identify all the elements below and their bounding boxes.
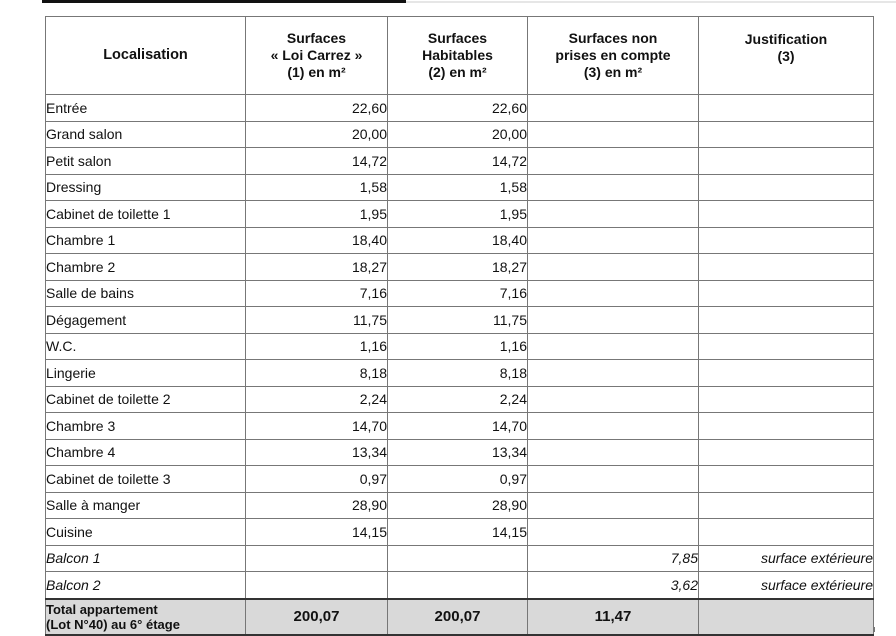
cell-carrez: 20,00 bbox=[246, 121, 388, 148]
cell-habitable bbox=[388, 545, 528, 572]
total-non-prise: 11,47 bbox=[528, 599, 699, 635]
cell-habitable: 1,58 bbox=[388, 174, 528, 201]
cell-habitable: 28,90 bbox=[388, 492, 528, 519]
cell-habitable: 2,24 bbox=[388, 386, 528, 413]
cell-non-prise bbox=[528, 121, 699, 148]
cell-non-prise bbox=[528, 227, 699, 254]
surfaces-table bbox=[45, 16, 874, 636]
table-row bbox=[46, 360, 874, 387]
cell-carrez: 1,58 bbox=[246, 174, 388, 201]
table-row bbox=[46, 254, 874, 281]
table-row bbox=[46, 121, 874, 148]
cell-habitable: 20,00 bbox=[388, 121, 528, 148]
cell-non-prise bbox=[528, 254, 699, 281]
cell-habitable: 14,70 bbox=[388, 413, 528, 440]
cell-non-prise bbox=[528, 519, 699, 546]
cell-localisation: Balcon 2 bbox=[46, 572, 246, 599]
cell-carrez: 22,60 bbox=[246, 95, 388, 122]
cell-non-prise bbox=[528, 307, 699, 334]
cell-carrez: 14,72 bbox=[246, 148, 388, 175]
cell-non-prise: 7,85 bbox=[528, 545, 699, 572]
cell-non-prise bbox=[528, 492, 699, 519]
header-loi-carrez: Surfaces « Loi Carrez » (1) en m² bbox=[246, 17, 388, 95]
table-continuation bbox=[45, 627, 875, 632]
cell-localisation: Salle à manger bbox=[46, 492, 246, 519]
cell-justification bbox=[699, 360, 874, 387]
cell-localisation: Balcon 1 bbox=[46, 545, 246, 572]
cell-non-prise bbox=[528, 413, 699, 440]
table-row bbox=[46, 466, 874, 493]
cell-justification bbox=[699, 280, 874, 307]
cell-habitable: 13,34 bbox=[388, 439, 528, 466]
table-row bbox=[46, 148, 874, 175]
cell-localisation: Chambre 1 bbox=[46, 227, 246, 254]
cell-localisation: Cuisine bbox=[46, 519, 246, 546]
cell-carrez: 28,90 bbox=[246, 492, 388, 519]
cell-non-prise bbox=[528, 360, 699, 387]
table-row bbox=[46, 201, 874, 228]
table-row bbox=[46, 519, 874, 546]
cell-carrez: 18,27 bbox=[246, 254, 388, 281]
cell-non-prise bbox=[528, 95, 699, 122]
cell-localisation: Grand salon bbox=[46, 121, 246, 148]
cell-justification bbox=[699, 95, 874, 122]
cell-habitable: 22,60 bbox=[388, 95, 528, 122]
cell-habitable: 0,97 bbox=[388, 466, 528, 493]
table-row bbox=[46, 439, 874, 466]
cell-carrez: 8,18 bbox=[246, 360, 388, 387]
table-row bbox=[46, 572, 874, 599]
cell-localisation: Cabinet de toilette 2 bbox=[46, 386, 246, 413]
cell-localisation: Lingerie bbox=[46, 360, 246, 387]
table-row bbox=[46, 95, 874, 122]
total-carrez: 200,07 bbox=[246, 599, 388, 635]
cell-justification bbox=[699, 519, 874, 546]
cell-carrez: 1,16 bbox=[246, 333, 388, 360]
table-row bbox=[46, 386, 874, 413]
cell-localisation: Entrée bbox=[46, 95, 246, 122]
cell-non-prise bbox=[528, 280, 699, 307]
cell-justification bbox=[699, 492, 874, 519]
table-row bbox=[46, 227, 874, 254]
table-row bbox=[46, 492, 874, 519]
cell-carrez: 14,70 bbox=[246, 413, 388, 440]
header-justification: Justification (3) bbox=[699, 17, 874, 95]
cell-habitable: 14,72 bbox=[388, 148, 528, 175]
cell-localisation: Petit salon bbox=[46, 148, 246, 175]
cell-habitable: 1,16 bbox=[388, 333, 528, 360]
cell-justification bbox=[699, 466, 874, 493]
cell-habitable: 18,40 bbox=[388, 227, 528, 254]
cell-carrez: 7,16 bbox=[246, 280, 388, 307]
header-non-prises: Surfaces non prises en compte (3) en m² bbox=[528, 17, 699, 95]
cell-justification bbox=[699, 413, 874, 440]
cell-non-prise bbox=[528, 201, 699, 228]
cell-justification: surface extérieure bbox=[699, 545, 874, 572]
cell-carrez bbox=[246, 572, 388, 599]
cell-justification bbox=[699, 148, 874, 175]
cell-habitable: 11,75 bbox=[388, 307, 528, 334]
cell-justification bbox=[699, 439, 874, 466]
cell-justification bbox=[699, 254, 874, 281]
header-habitables: Surfaces Habitables (2) en m² bbox=[388, 17, 528, 95]
cell-non-prise bbox=[528, 333, 699, 360]
cell-carrez: 14,15 bbox=[246, 519, 388, 546]
cell-localisation: Cabinet de toilette 3 bbox=[46, 466, 246, 493]
header-localisation: Localisation bbox=[46, 17, 246, 95]
cell-carrez: 1,95 bbox=[246, 201, 388, 228]
cell-carrez: 11,75 bbox=[246, 307, 388, 334]
cell-non-prise bbox=[528, 148, 699, 175]
cell-justification bbox=[699, 121, 874, 148]
cell-justification bbox=[699, 386, 874, 413]
cell-carrez: 0,97 bbox=[246, 466, 388, 493]
cell-non-prise bbox=[528, 439, 699, 466]
table-row bbox=[46, 307, 874, 334]
cell-justification bbox=[699, 227, 874, 254]
table-row bbox=[46, 280, 874, 307]
cell-localisation: Chambre 4 bbox=[46, 439, 246, 466]
cell-localisation: Chambre 3 bbox=[46, 413, 246, 440]
cell-habitable: 1,95 bbox=[388, 201, 528, 228]
table-header-row bbox=[46, 17, 874, 95]
cell-carrez: 2,24 bbox=[246, 386, 388, 413]
cell-localisation: Cabinet de toilette 1 bbox=[46, 201, 246, 228]
cell-localisation: Dégagement bbox=[46, 307, 246, 334]
cell-justification: surface extérieure bbox=[699, 572, 874, 599]
table-row bbox=[46, 333, 874, 360]
cell-justification bbox=[699, 333, 874, 360]
cell-justification bbox=[699, 174, 874, 201]
cell-habitable: 8,18 bbox=[388, 360, 528, 387]
cell-non-prise bbox=[528, 174, 699, 201]
cell-non-prise bbox=[528, 466, 699, 493]
table-row bbox=[46, 413, 874, 440]
cell-carrez: 18,40 bbox=[246, 227, 388, 254]
cell-habitable: 7,16 bbox=[388, 280, 528, 307]
cell-localisation: Dressing bbox=[46, 174, 246, 201]
cell-carrez: 13,34 bbox=[246, 439, 388, 466]
cell-localisation: W.C. bbox=[46, 333, 246, 360]
cell-habitable bbox=[388, 572, 528, 599]
top-rule-faint bbox=[406, 1, 896, 3]
total-localisation: Total appartement (Lot N°40) au 6° étage bbox=[46, 599, 246, 635]
table-row bbox=[46, 545, 874, 572]
cell-habitable: 18,27 bbox=[388, 254, 528, 281]
total-habitable: 200,07 bbox=[388, 599, 528, 635]
cell-non-prise bbox=[528, 386, 699, 413]
cell-non-prise: 3,62 bbox=[528, 572, 699, 599]
cell-justification bbox=[699, 307, 874, 334]
cell-habitable: 14,15 bbox=[388, 519, 528, 546]
cell-localisation: Chambre 2 bbox=[46, 254, 246, 281]
table-row bbox=[46, 174, 874, 201]
top-rule bbox=[42, 0, 406, 3]
cell-justification bbox=[699, 201, 874, 228]
cell-localisation: Salle de bains bbox=[46, 280, 246, 307]
cell-carrez bbox=[246, 545, 388, 572]
